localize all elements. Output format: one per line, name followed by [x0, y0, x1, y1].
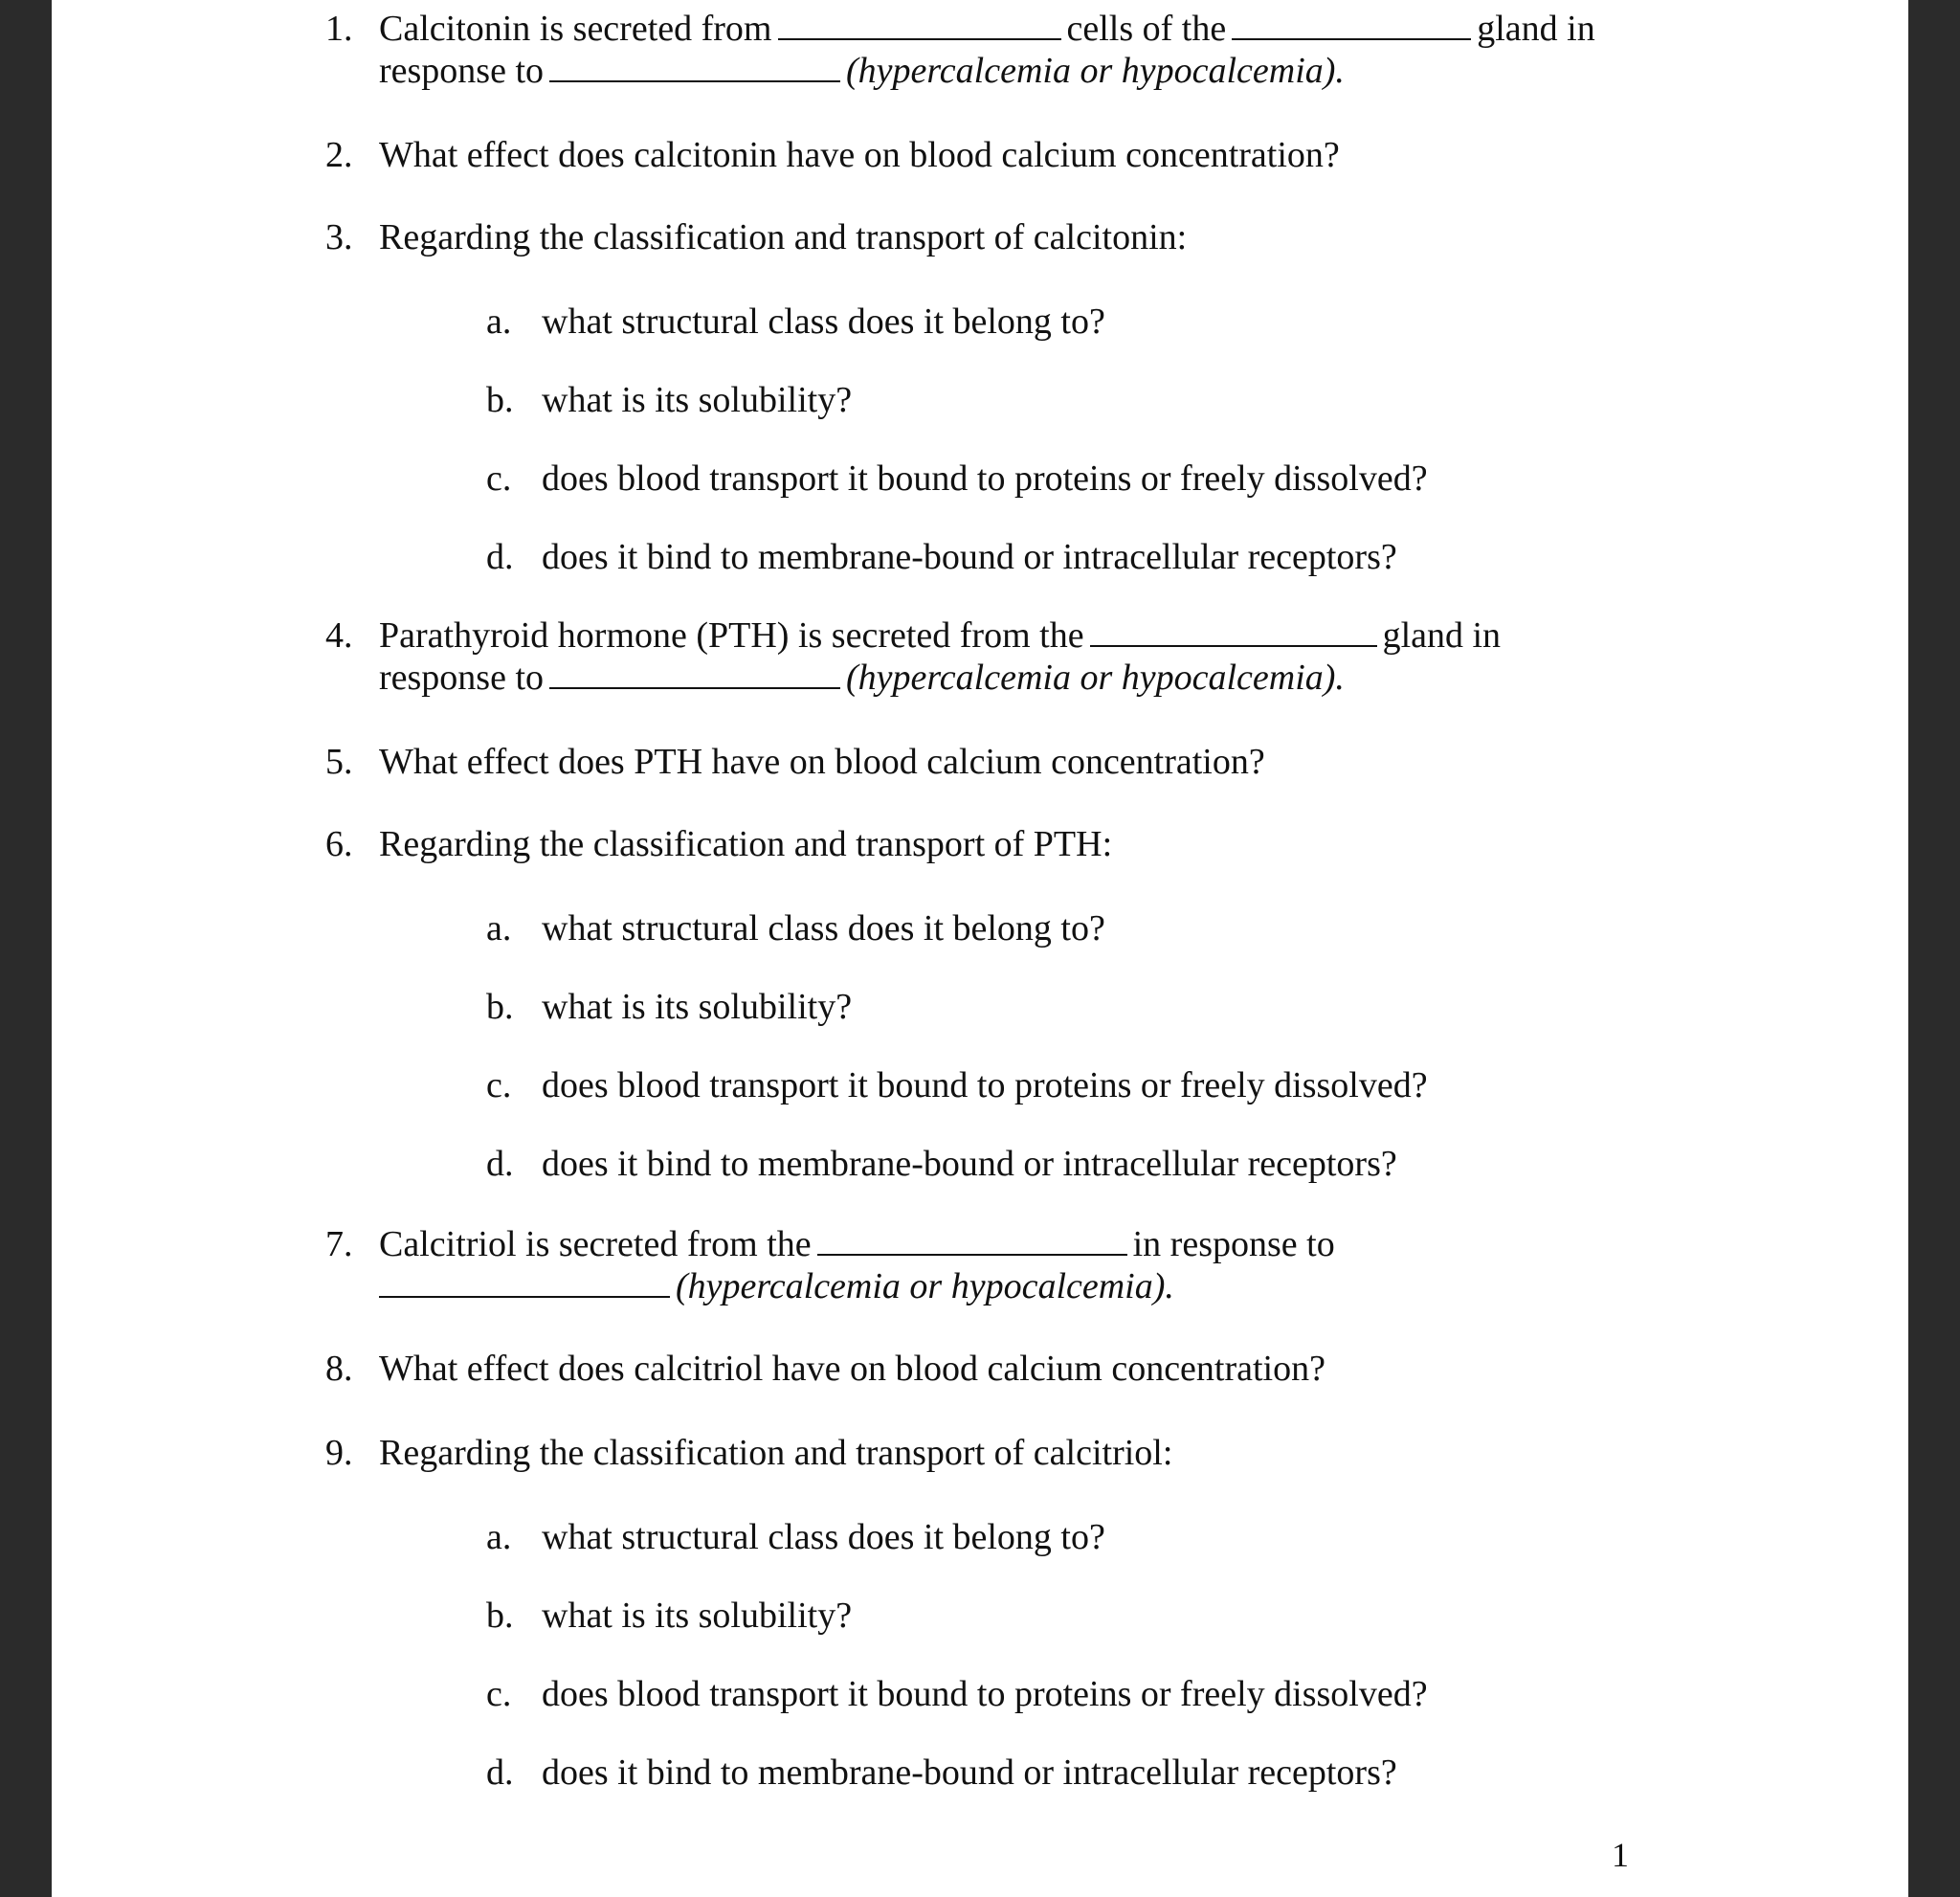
question-number: 6.: [325, 824, 353, 864]
sub-question-text: does blood transport it bound to proteins or freely dissolved?: [542, 1674, 1428, 1714]
sub-question-label: d.: [486, 1752, 514, 1793]
page-number: 1: [1612, 1836, 1629, 1874]
text-fragment: cells of the: [1066, 9, 1227, 49]
sub-question-text: does it bind to membrane-bound or intracellular receptors?: [542, 1144, 1397, 1184]
sub-question-text: does blood transport it bound to proteins or freely dissolved?: [542, 458, 1428, 499]
text-fragment: gland in: [1477, 9, 1595, 49]
sub-question-text: what is its solubility?: [542, 987, 853, 1027]
answer-blank[interactable]: [1090, 616, 1377, 647]
sub-question-text: does it bind to membrane-bound or intracellular receptors?: [542, 1752, 1397, 1793]
text-fragment: (hypercalcemia or hypocalcemia).: [846, 658, 1345, 698]
question-text-line: [379, 1223, 1335, 1265]
question-text: What effect does calcitonin have on blood calcium concentration?: [379, 135, 1340, 175]
text-fragment: response to: [379, 51, 545, 91]
sub-question-label: d.: [486, 1144, 514, 1184]
sub-question-label: c.: [486, 458, 512, 499]
text-fragment: gland in: [1382, 615, 1502, 656]
question-number: 3.: [325, 217, 353, 257]
question-text-line: [379, 657, 1345, 699]
sub-question-text: what is its solubility?: [542, 380, 853, 420]
question-number: 4.: [325, 615, 353, 656]
question-text: Regarding the classification and transport of calcitriol:: [379, 1433, 1173, 1473]
text-fragment: in response to: [1132, 1224, 1335, 1264]
question-number: 1.: [325, 9, 353, 49]
sub-question-text: does blood transport it bound to proteins or freely dissolved?: [542, 1065, 1428, 1105]
text-fragment: Calcitriol is secreted from the: [379, 1224, 812, 1264]
answer-blank[interactable]: [379, 1267, 670, 1298]
question-text-line: [379, 8, 1595, 50]
question-number: 9.: [325, 1433, 353, 1473]
question-text: What effect does PTH have on blood calcium concentration?: [379, 742, 1265, 782]
question-text: Regarding the classification and transport of PTH:: [379, 824, 1113, 864]
sub-question-text: what structural class does it belong to?: [542, 301, 1105, 342]
answer-blank[interactable]: [549, 52, 840, 82]
question-text-line: [379, 50, 1345, 92]
answer-blank[interactable]: [817, 1225, 1127, 1256]
sub-question-label: a.: [486, 301, 512, 342]
text-fragment: Calcitonin is secreted from: [379, 9, 772, 49]
sub-question-label: a.: [486, 908, 512, 948]
text-fragment: response to: [379, 658, 545, 698]
sub-question-label: d.: [486, 537, 514, 577]
sub-question-text: does it bind to membrane-bound or intracellular receptors?: [542, 537, 1397, 577]
question-text-line: [379, 1265, 1174, 1307]
question-number: 7.: [325, 1224, 353, 1264]
question-number: 2.: [325, 135, 353, 175]
sub-question-label: b.: [486, 1596, 514, 1636]
sub-question-label: b.: [486, 987, 514, 1027]
sub-question-label: a.: [486, 1517, 512, 1557]
answer-blank[interactable]: [549, 658, 840, 689]
text-fragment: (hypercalcemia or hypocalcemia).: [846, 51, 1345, 91]
answer-blank[interactable]: [1232, 10, 1471, 40]
sub-question-label: c.: [486, 1674, 512, 1714]
question-text-line: [379, 614, 1501, 657]
worksheet-page: [52, 0, 1908, 1897]
question-text: Regarding the classification and transport of calcitonin:: [379, 217, 1188, 257]
sub-question-label: b.: [486, 380, 514, 420]
answer-blank[interactable]: [778, 10, 1061, 40]
sub-question-text: what structural class does it belong to?: [542, 908, 1105, 948]
text-fragment: (hypercalcemia or hypocalcemia).: [676, 1266, 1174, 1306]
question-number: 8.: [325, 1349, 353, 1389]
question-text: What effect does calcitriol have on blood calcium concentration?: [379, 1349, 1325, 1389]
sub-question-text: what structural class does it belong to?: [542, 1517, 1105, 1557]
sub-question-text: what is its solubility?: [542, 1596, 853, 1636]
text-fragment: Parathyroid hormone (PTH) is secreted from the: [379, 615, 1084, 656]
question-number: 5.: [325, 742, 353, 782]
sub-question-label: c.: [486, 1065, 512, 1105]
